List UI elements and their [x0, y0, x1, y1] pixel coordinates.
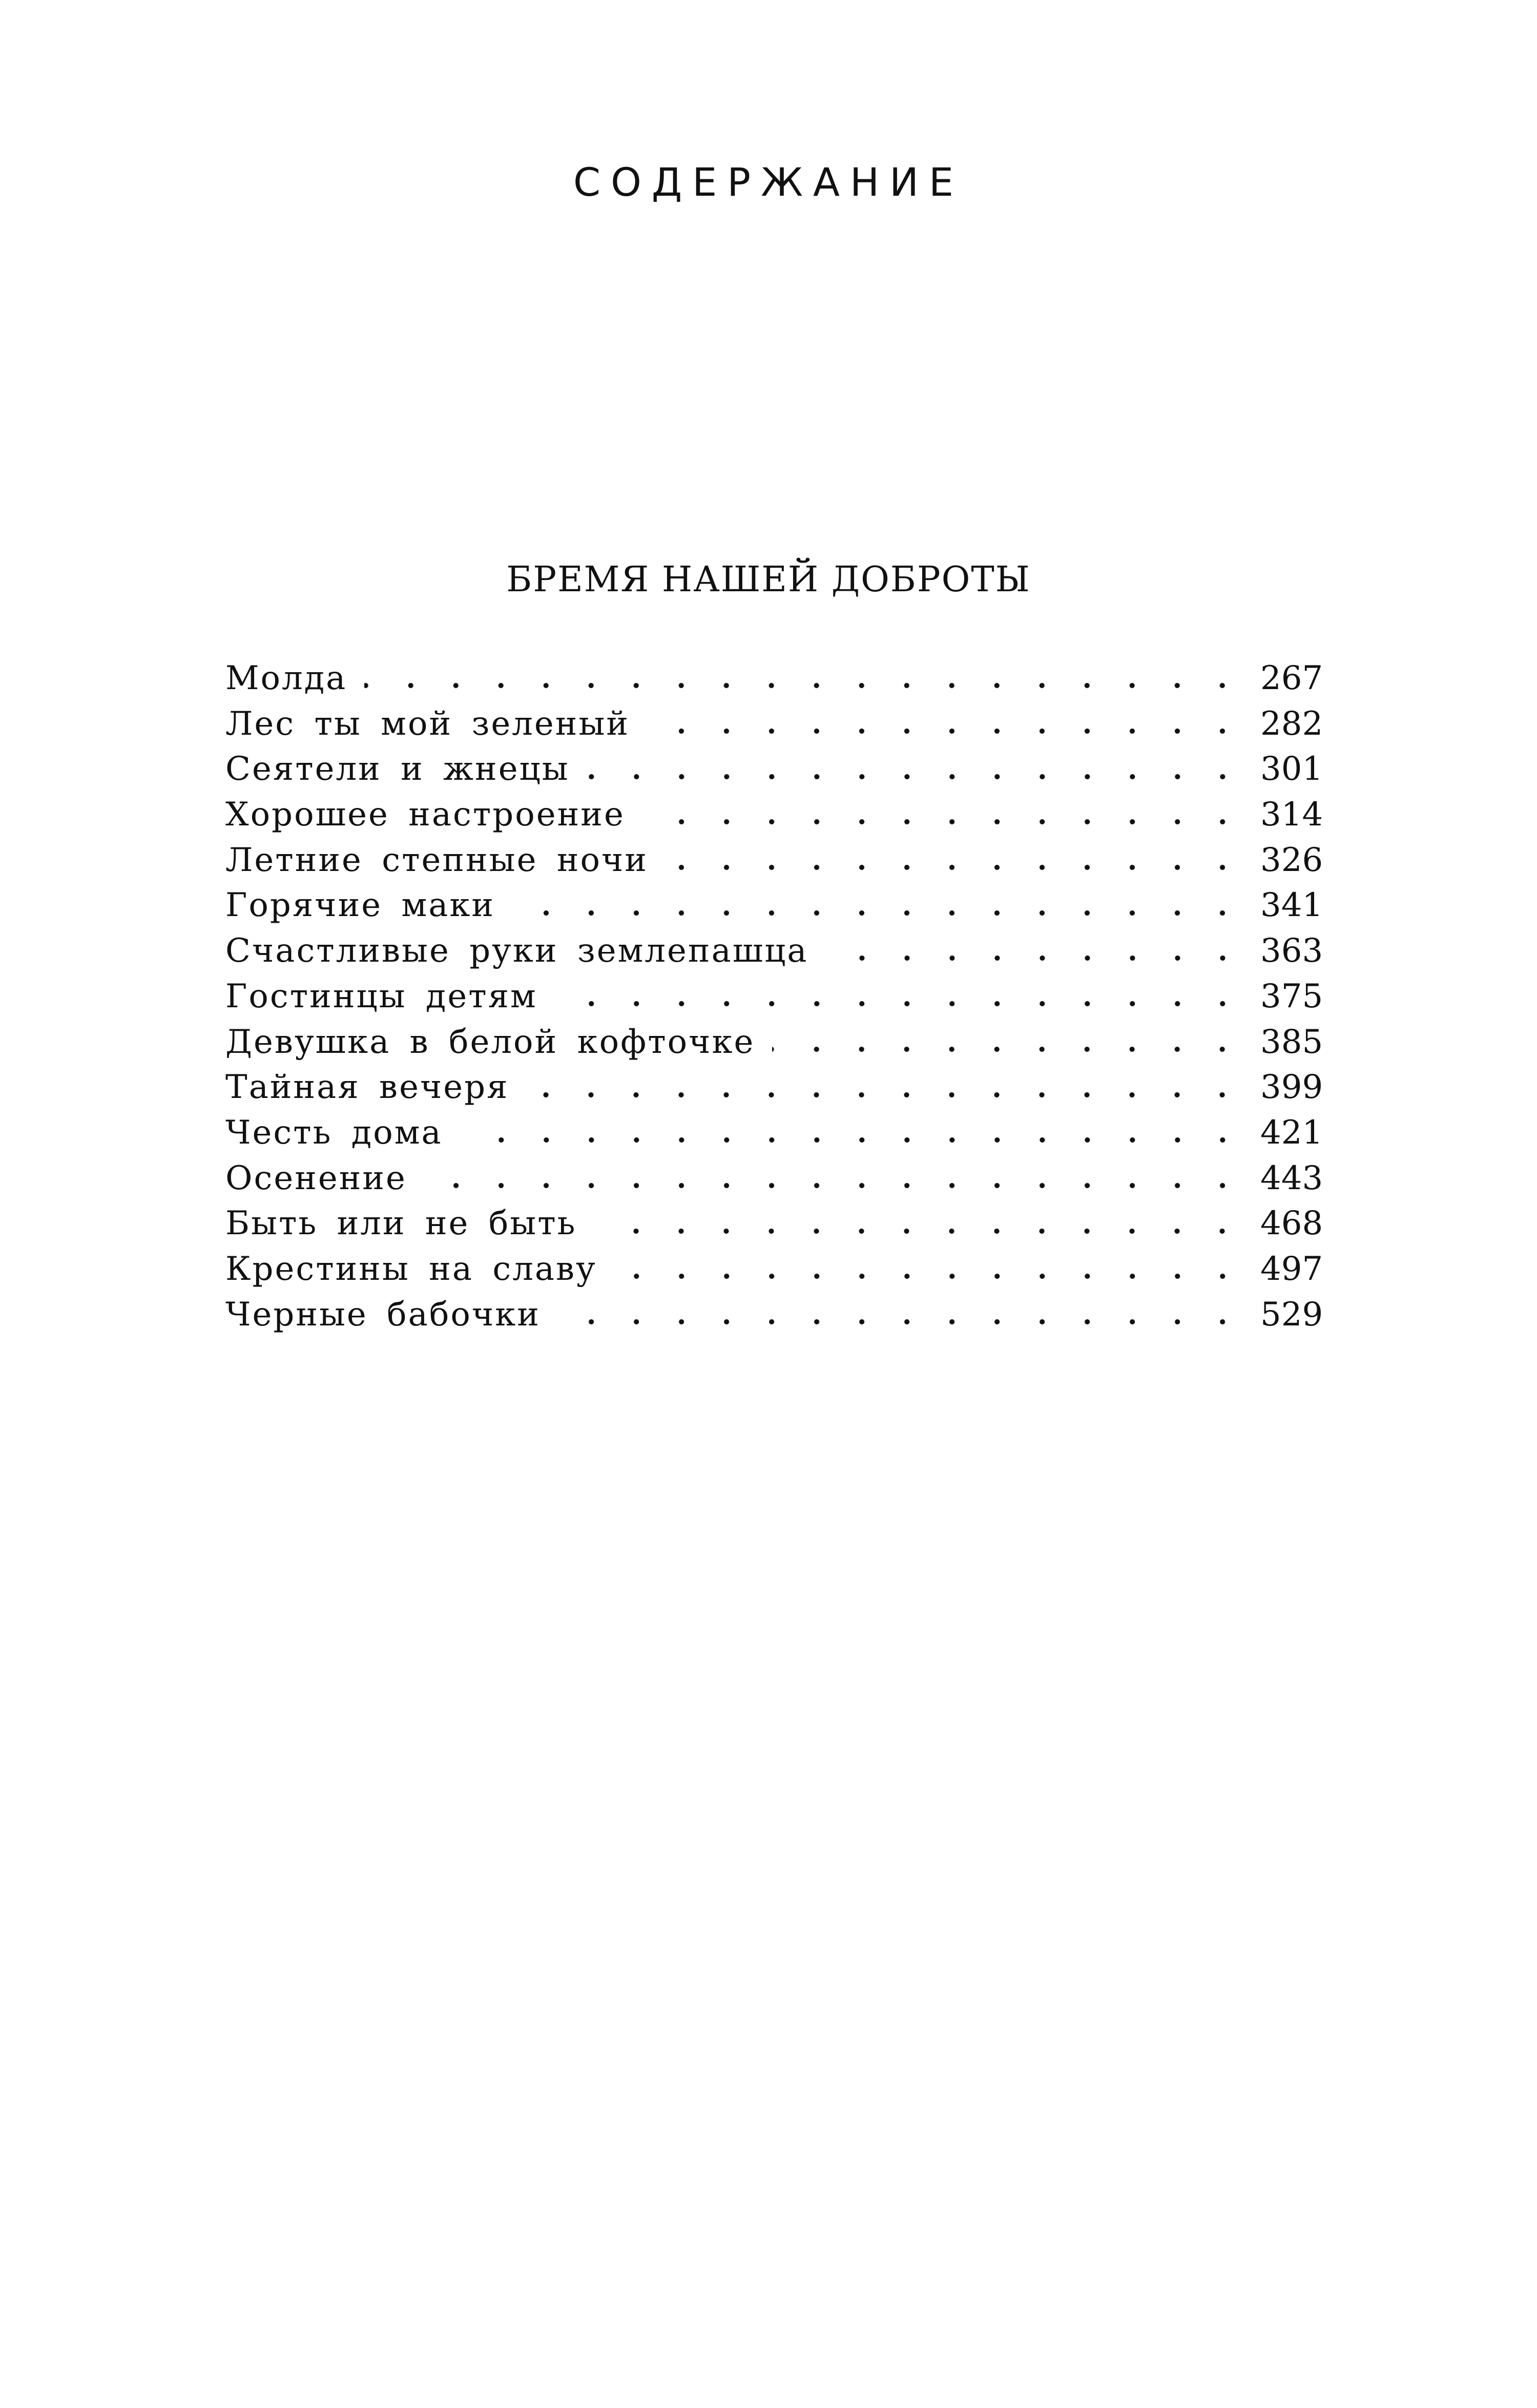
toc-entry — [225, 928, 1322, 974]
toc-entry-title: Гостинцы детям — [225, 977, 537, 1015]
toc-entry — [225, 1020, 1322, 1065]
toc-entry — [225, 1247, 1322, 1292]
dot-leader — [424, 1180, 1245, 1191]
toc-entry-title: Быть или не быть — [225, 1205, 577, 1243]
toc-entry-page: 375 — [1260, 977, 1323, 1015]
table-of-contents — [225, 656, 1322, 1337]
dot-leader — [587, 772, 1245, 782]
toc-entry-title: Честь дома — [225, 1113, 443, 1152]
toc-entry — [225, 792, 1322, 838]
dot-leader — [826, 953, 1245, 963]
dot-leader — [647, 726, 1245, 736]
toc-entry-page: 267 — [1260, 659, 1323, 697]
toc-entry-page: 363 — [1260, 932, 1323, 970]
dot-leader — [614, 1271, 1245, 1281]
toc-entry-page: 468 — [1260, 1205, 1323, 1243]
dot-leader — [364, 680, 1245, 691]
toc-entry-title: Хорошее настроение — [225, 796, 625, 834]
dot-leader — [772, 1044, 1245, 1054]
toc-entry-page: 399 — [1260, 1068, 1323, 1107]
dot-leader — [558, 1317, 1245, 1327]
toc-entry-title: Горячие маки — [225, 886, 495, 925]
toc-entry — [225, 838, 1322, 883]
toc-entry-title: Молда — [225, 659, 347, 697]
toc-entry-page: 443 — [1260, 1159, 1323, 1197]
toc-entry-title: Крестины на славу — [225, 1250, 597, 1288]
toc-entry — [225, 1201, 1322, 1247]
toc-entry — [225, 1156, 1322, 1201]
dot-leader — [460, 1135, 1245, 1145]
toc-entry-page: 282 — [1260, 704, 1323, 743]
toc-entry-title: Летние степные ночи — [225, 841, 648, 879]
toc-entry-title: Осенение — [225, 1159, 407, 1197]
page-heading: СОДЕРЖАНИЕ — [573, 159, 964, 205]
toc-entry-page: 326 — [1260, 841, 1323, 879]
toc-entry — [225, 656, 1322, 701]
toc-entry-page: 385 — [1260, 1023, 1323, 1061]
toc-entry-title: Тайная вечеря — [225, 1068, 509, 1107]
toc-entry-page: 421 — [1260, 1113, 1323, 1152]
dot-leader — [666, 862, 1245, 873]
toc-entry — [225, 974, 1322, 1020]
toc-entry-title: Счастливые руки землепашца — [225, 932, 808, 970]
toc-entry-title: Черные бабочки — [225, 1295, 541, 1334]
dot-leader — [642, 817, 1245, 827]
toc-entry-page: 314 — [1260, 796, 1323, 834]
toc-entry-title: Лес ты мой зеленый — [225, 704, 630, 743]
dot-leader — [526, 1090, 1245, 1100]
toc-entry — [225, 701, 1322, 747]
dot-leader — [555, 999, 1245, 1009]
section-title: БРЕМЯ НАШЕЙ ДОБРОТЫ — [506, 559, 1031, 600]
toc-entry — [225, 746, 1322, 792]
toc-entry-title: Сеятели и жнецы — [225, 750, 570, 788]
dot-leader — [594, 1226, 1245, 1236]
toc-entry-page: 341 — [1260, 886, 1323, 925]
toc-entry — [225, 1065, 1322, 1110]
toc-entry-title: Девушка в белой кофточке — [225, 1023, 755, 1061]
toc-entry-page: 529 — [1260, 1295, 1323, 1334]
toc-entry-page: 497 — [1260, 1250, 1323, 1288]
toc-entry — [225, 1292, 1322, 1338]
dot-leader — [512, 908, 1245, 918]
toc-entry — [225, 1110, 1322, 1156]
toc-entry — [225, 883, 1322, 928]
toc-entry-page: 301 — [1260, 750, 1323, 788]
